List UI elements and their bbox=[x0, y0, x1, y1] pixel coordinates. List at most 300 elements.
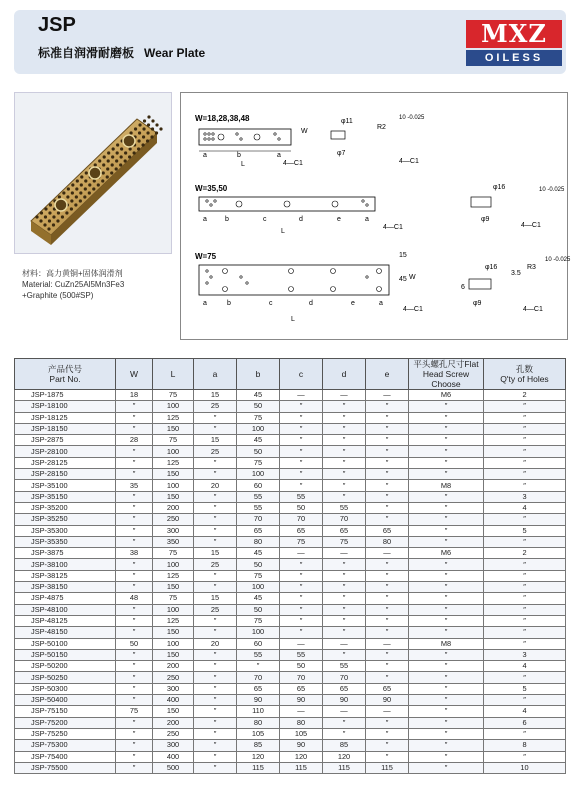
table-cell: 100 bbox=[237, 627, 280, 638]
table-cell: ″ bbox=[194, 751, 237, 762]
table-cell: ″ bbox=[116, 672, 153, 683]
graphite-plug bbox=[71, 183, 74, 186]
table-cell: 90 bbox=[323, 695, 366, 706]
graphite-plug bbox=[74, 203, 77, 206]
graphite-plug bbox=[97, 183, 100, 186]
dim-e-2: e bbox=[337, 216, 341, 223]
dia-9b: φ9 bbox=[473, 300, 482, 307]
table-cell: JSP-75200 bbox=[15, 717, 116, 728]
table-cell: 4 bbox=[484, 706, 566, 717]
table-cell: ″ bbox=[409, 706, 484, 717]
col-L: L bbox=[153, 359, 194, 390]
dim-a-2: a bbox=[203, 216, 207, 223]
table-cell: ″ bbox=[409, 683, 484, 694]
table-row bbox=[15, 401, 566, 412]
table-cell: 400 bbox=[153, 751, 194, 762]
technical-drawing bbox=[180, 92, 571, 340]
table-cell: 100 bbox=[153, 480, 194, 491]
table-cell: ″ bbox=[194, 661, 237, 672]
table-cell: JSP-50250 bbox=[15, 672, 116, 683]
table-cell: ″ bbox=[280, 627, 323, 638]
table-cell: 48 bbox=[116, 593, 153, 604]
table-cell: 50 bbox=[237, 401, 280, 412]
dim-b-3: b bbox=[227, 300, 231, 307]
table-cell: 2 bbox=[484, 548, 566, 559]
w-label-3: W=75 bbox=[195, 252, 217, 261]
table-cell: ″ bbox=[323, 457, 366, 468]
col-e: e bbox=[366, 359, 409, 390]
graphite-plug bbox=[76, 179, 79, 182]
table-cell: ″ bbox=[409, 695, 484, 706]
table-cell: 125 bbox=[153, 615, 194, 626]
table-cell: ″ bbox=[409, 514, 484, 525]
table-row bbox=[15, 649, 566, 660]
table-row bbox=[15, 627, 566, 638]
graphite-plug bbox=[106, 175, 109, 178]
table-cell: ″ bbox=[409, 502, 484, 513]
table-cell: ″ bbox=[409, 435, 484, 446]
table-cell: ″ bbox=[323, 582, 366, 593]
graphite-plug bbox=[43, 223, 46, 226]
table-cell: 80 bbox=[366, 536, 409, 547]
table-row bbox=[15, 706, 566, 717]
table-cell: ″ bbox=[409, 649, 484, 660]
graphite-plug bbox=[44, 207, 47, 210]
table-cell: 28 bbox=[116, 435, 153, 446]
table-cell: JSP-75250 bbox=[15, 728, 116, 739]
graphite-plug bbox=[150, 135, 153, 138]
table-cell: ″ bbox=[116, 491, 153, 502]
table-cell: 250 bbox=[153, 514, 194, 525]
table-cell: 65 bbox=[237, 683, 280, 694]
dim-b-2: b bbox=[225, 216, 229, 223]
subtitle-cn: 标准自润滑耐磨板 bbox=[38, 46, 135, 60]
table-cell: 65 bbox=[280, 525, 323, 536]
table-cell: ″ bbox=[280, 570, 323, 581]
dim-c-3: c bbox=[269, 300, 273, 307]
graphite-plug bbox=[79, 191, 82, 194]
table-cell: 15 bbox=[194, 390, 237, 401]
table-cell: ″ bbox=[484, 559, 566, 570]
table-cell: JSP-38125 bbox=[15, 570, 116, 581]
table-cell: JSP-75500 bbox=[15, 762, 116, 773]
graphite-plug bbox=[98, 159, 101, 162]
table-cell: 65 bbox=[237, 525, 280, 536]
table-cell: 105 bbox=[237, 728, 280, 739]
table-cell: 20 bbox=[194, 480, 237, 491]
table-cell: ″ bbox=[409, 570, 484, 581]
table-cell: ″ bbox=[366, 514, 409, 525]
table-cell: 70 bbox=[237, 672, 280, 683]
table-cell: 350 bbox=[153, 536, 194, 547]
dim-a-3: a bbox=[203, 300, 207, 307]
table-row bbox=[15, 469, 566, 480]
table-cell: ″ bbox=[409, 536, 484, 547]
table-cell: 100 bbox=[153, 446, 194, 457]
table-cell: 150 bbox=[153, 491, 194, 502]
table-cell: ″ bbox=[280, 559, 323, 570]
graphite-plug bbox=[70, 207, 73, 210]
table-row bbox=[15, 502, 566, 513]
graphite-plug bbox=[61, 215, 64, 218]
table-cell: 60 bbox=[237, 480, 280, 491]
graphite-plug bbox=[116, 151, 119, 154]
graphite-plug bbox=[159, 127, 162, 130]
table-cell: 55 bbox=[237, 491, 280, 502]
table-cell: 100 bbox=[237, 423, 280, 434]
table-cell: ″ bbox=[194, 615, 237, 626]
table-cell: ″ bbox=[366, 593, 409, 604]
r3-label: R3 bbox=[527, 264, 536, 271]
table-cell: ″ bbox=[280, 593, 323, 604]
table-cell: ″ bbox=[194, 582, 237, 593]
table-cell: 75 bbox=[323, 536, 366, 547]
chamfer-1r: 4—C1 bbox=[399, 158, 419, 165]
table-cell: ″ bbox=[116, 401, 153, 412]
graphite-plug bbox=[129, 147, 132, 150]
table-cell: ″ bbox=[116, 446, 153, 457]
table-cell: ″ bbox=[280, 615, 323, 626]
table-cell: 50 bbox=[116, 638, 153, 649]
graphite-plug bbox=[52, 215, 55, 218]
table-cell: ″ bbox=[237, 661, 280, 672]
col-holes: 孔数 Q'ty of Holes bbox=[484, 359, 566, 390]
table-cell: 300 bbox=[153, 740, 194, 751]
graphite-plug bbox=[49, 203, 52, 206]
table-row bbox=[15, 582, 566, 593]
table-cell: ″ bbox=[366, 469, 409, 480]
table-cell: — bbox=[323, 548, 366, 559]
table-cell: 15 bbox=[194, 548, 237, 559]
page-subtitle bbox=[38, 44, 205, 61]
table-cell: ″ bbox=[323, 446, 366, 457]
table-cell: 75 bbox=[237, 570, 280, 581]
table-cell: JSP-75150 bbox=[15, 706, 116, 717]
table-cell: 5 bbox=[484, 525, 566, 536]
table-cell: ″ bbox=[194, 536, 237, 547]
dim-a-2b: a bbox=[365, 216, 369, 223]
table-cell: M6 bbox=[409, 390, 484, 401]
graphite-plug bbox=[107, 151, 110, 154]
material-line-3: +Graphite (500#SP) bbox=[22, 291, 94, 300]
table-cell: 45 bbox=[237, 548, 280, 559]
graphite-plug bbox=[57, 211, 60, 214]
table-cell: JSP-28100 bbox=[15, 446, 116, 457]
table-cell: ″ bbox=[409, 593, 484, 604]
table-cell: 55 bbox=[323, 502, 366, 513]
table-cell: ″ bbox=[116, 695, 153, 706]
graphite-plug bbox=[85, 171, 88, 174]
dia-16: φ16 bbox=[493, 184, 506, 191]
col-c: c bbox=[280, 359, 323, 390]
graphite-plug bbox=[84, 179, 87, 182]
table-header-row bbox=[15, 359, 566, 390]
graphite-plug bbox=[138, 123, 141, 126]
r2-label: R2 bbox=[377, 124, 386, 131]
subtitle-en: Wear Plate bbox=[144, 46, 206, 60]
table-cell: ″ bbox=[484, 446, 566, 457]
graphite-plug bbox=[102, 163, 105, 166]
table-cell: ″ bbox=[409, 423, 484, 434]
table-cell: ″ bbox=[484, 435, 566, 446]
dim-a-1: a bbox=[203, 152, 207, 159]
table-cell: 70 bbox=[323, 672, 366, 683]
graphite-plug bbox=[75, 195, 78, 198]
table-cell: 55 bbox=[323, 661, 366, 672]
graphite-plug bbox=[80, 175, 83, 178]
table-cell: JSP-4875 bbox=[15, 593, 116, 604]
material-line-2: Material: CuZn25Al5Mn3Fe3 bbox=[22, 280, 125, 289]
table-cell: ″ bbox=[409, 525, 484, 536]
table-cell: 75 bbox=[153, 390, 194, 401]
table-cell: ″ bbox=[323, 491, 366, 502]
table-cell: 55 bbox=[237, 502, 280, 513]
table-cell: — bbox=[366, 548, 409, 559]
graphite-plug bbox=[48, 211, 51, 214]
graphite-plug bbox=[44, 215, 47, 218]
table-cell: ″ bbox=[323, 423, 366, 434]
table-cell: ″ bbox=[323, 570, 366, 581]
table-cell: JSP-18150 bbox=[15, 423, 116, 434]
table-cell: 300 bbox=[153, 525, 194, 536]
table-cell: ″ bbox=[484, 672, 566, 683]
table-cell: ″ bbox=[194, 740, 237, 751]
table-row bbox=[15, 717, 566, 728]
table-row bbox=[15, 457, 566, 468]
table-cell: ″ bbox=[116, 661, 153, 672]
chamfer-2r: 4—C1 bbox=[521, 222, 541, 229]
table-cell: 45 bbox=[237, 390, 280, 401]
table-cell: ″ bbox=[484, 751, 566, 762]
graphite-plug bbox=[120, 155, 123, 158]
table-cell: ″ bbox=[409, 672, 484, 683]
table-row bbox=[15, 638, 566, 649]
graphite-plug bbox=[155, 131, 158, 134]
table-cell: ″ bbox=[116, 627, 153, 638]
table-cell: 125 bbox=[153, 412, 194, 423]
table-cell: 75 bbox=[116, 706, 153, 717]
table-row bbox=[15, 525, 566, 536]
table-cell: 200 bbox=[153, 502, 194, 513]
table-cell: ″ bbox=[323, 401, 366, 412]
table-cell: 25 bbox=[194, 559, 237, 570]
table-row bbox=[15, 480, 566, 491]
table-cell: ″ bbox=[194, 762, 237, 773]
table-cell: 150 bbox=[153, 706, 194, 717]
table-row bbox=[15, 615, 566, 626]
table-cell: JSP-2875 bbox=[15, 435, 116, 446]
table-cell: 5 bbox=[484, 683, 566, 694]
graphite-plug bbox=[141, 143, 144, 146]
table-cell: 10 bbox=[484, 762, 566, 773]
table-cell: ″ bbox=[194, 491, 237, 502]
graphite-plug bbox=[52, 223, 55, 226]
table-row bbox=[15, 695, 566, 706]
graphite-plug bbox=[48, 219, 51, 222]
table-cell: ″ bbox=[409, 728, 484, 739]
graphite-plug bbox=[93, 179, 96, 182]
table-row bbox=[15, 740, 566, 751]
table-cell: 75 bbox=[237, 412, 280, 423]
table-cell: ″ bbox=[323, 412, 366, 423]
table-cell: ″ bbox=[484, 728, 566, 739]
table-cell: 35 bbox=[116, 480, 153, 491]
table-cell: 3 bbox=[484, 649, 566, 660]
dim-W-3: W bbox=[409, 274, 416, 281]
table-row bbox=[15, 683, 566, 694]
col-part-no: 产品代号 Part No. bbox=[15, 359, 116, 390]
plate-outline-1 bbox=[199, 129, 291, 145]
table-cell: JSP-48125 bbox=[15, 615, 116, 626]
graphite-plug bbox=[129, 131, 132, 134]
table-cell: ″ bbox=[194, 514, 237, 525]
table-cell: ″ bbox=[116, 615, 153, 626]
table-cell: ″ bbox=[409, 751, 484, 762]
product-photo bbox=[14, 92, 172, 254]
table-cell: ″ bbox=[280, 401, 323, 412]
table-cell: JSP-3875 bbox=[15, 548, 116, 559]
table-cell: JSP-50200 bbox=[15, 661, 116, 672]
table-cell: 75 bbox=[237, 457, 280, 468]
chamfer-2: 4—C1 bbox=[383, 224, 403, 231]
dim-W-1: W bbox=[301, 128, 308, 135]
dim-a-1b: a bbox=[277, 152, 281, 159]
col-screw: 平头螺孔尺寸Flat Head Screw Choose bbox=[409, 359, 484, 390]
table-cell: JSP-50300 bbox=[15, 683, 116, 694]
table-cell: ″ bbox=[116, 525, 153, 536]
table-cell: ″ bbox=[116, 457, 153, 468]
table-cell: ″ bbox=[409, 661, 484, 672]
table-cell: 100 bbox=[153, 559, 194, 570]
table-cell: ″ bbox=[280, 435, 323, 446]
table-cell: ″ bbox=[366, 751, 409, 762]
table-cell: JSP-35250 bbox=[15, 514, 116, 525]
table-cell: ″ bbox=[366, 480, 409, 491]
plate-outline-3 bbox=[199, 265, 389, 295]
table-row bbox=[15, 672, 566, 683]
chamfer-3r: 4—C1 bbox=[523, 306, 543, 313]
table-cell: 50 bbox=[237, 559, 280, 570]
table-cell: 4 bbox=[484, 502, 566, 513]
graphite-plug bbox=[147, 115, 150, 118]
graphite-plug bbox=[39, 219, 42, 222]
table-cell: 110 bbox=[237, 706, 280, 717]
table-cell: ″ bbox=[366, 649, 409, 660]
table-cell: JSP-48150 bbox=[15, 627, 116, 638]
table-cell: 65 bbox=[366, 525, 409, 536]
table-cell: 250 bbox=[153, 728, 194, 739]
table-cell: ″ bbox=[409, 615, 484, 626]
graphite-plug bbox=[133, 151, 136, 154]
dia-9: φ9 bbox=[481, 216, 490, 223]
table-cell: JSP-28125 bbox=[15, 457, 116, 468]
table-cell: 400 bbox=[153, 695, 194, 706]
table-cell: 150 bbox=[153, 627, 194, 638]
table-cell: ″ bbox=[366, 423, 409, 434]
graphite-plug bbox=[84, 187, 87, 190]
table-cell: ″ bbox=[116, 728, 153, 739]
table-cell: ″ bbox=[194, 649, 237, 660]
graphite-plug bbox=[146, 131, 149, 134]
table-cell: — bbox=[366, 706, 409, 717]
dia-7: φ7 bbox=[337, 150, 346, 157]
table-cell: ″ bbox=[194, 469, 237, 480]
table-cell: — bbox=[280, 390, 323, 401]
table-cell: ″ bbox=[116, 559, 153, 570]
table-cell: ″ bbox=[116, 604, 153, 615]
table-cell: ″ bbox=[366, 672, 409, 683]
graphite-plug bbox=[151, 119, 154, 122]
table-cell: ″ bbox=[280, 469, 323, 480]
table-cell: ″ bbox=[194, 695, 237, 706]
table-row bbox=[15, 728, 566, 739]
table-cell: 75 bbox=[280, 536, 323, 547]
table-cell: ″ bbox=[323, 728, 366, 739]
graphite-plug bbox=[147, 123, 150, 126]
logo-top: MXZ bbox=[466, 20, 562, 48]
h6-label: 6 bbox=[461, 284, 465, 291]
table-cell: ″ bbox=[116, 582, 153, 593]
table-cell: ″ bbox=[194, 672, 237, 683]
table-cell: M8 bbox=[409, 480, 484, 491]
table-cell: — bbox=[323, 706, 366, 717]
table-cell: ″ bbox=[323, 480, 366, 491]
table-cell: JSP-35100 bbox=[15, 480, 116, 491]
graphite-plug bbox=[70, 199, 73, 202]
table-cell: ″ bbox=[116, 469, 153, 480]
table-cell: ″ bbox=[484, 412, 566, 423]
graphite-plug bbox=[124, 159, 127, 162]
table-row bbox=[15, 593, 566, 604]
dim-L-2: L bbox=[281, 228, 285, 235]
table-cell: ″ bbox=[194, 627, 237, 638]
table-cell: 150 bbox=[153, 469, 194, 480]
graphite-plug bbox=[119, 163, 122, 166]
tol-2: 10 -0.025 bbox=[539, 187, 565, 193]
table-cell: ″ bbox=[484, 593, 566, 604]
table-cell: JSP-50150 bbox=[15, 649, 116, 660]
table-cell: JSP-48100 bbox=[15, 604, 116, 615]
graphite-plug bbox=[35, 215, 38, 218]
h15-label: 15 bbox=[399, 252, 407, 259]
table-cell: — bbox=[323, 638, 366, 649]
graphite-plug bbox=[115, 159, 118, 162]
table-row bbox=[15, 570, 566, 581]
table-cell: JSP-75400 bbox=[15, 751, 116, 762]
dim-L-3: L bbox=[291, 316, 295, 323]
graphite-plug bbox=[88, 191, 91, 194]
table-cell: 50 bbox=[237, 446, 280, 457]
graphite-plug bbox=[143, 119, 146, 122]
graphite-plug bbox=[128, 155, 131, 158]
graphite-plug bbox=[138, 131, 141, 134]
table-cell: 70 bbox=[323, 514, 366, 525]
graphite-plug bbox=[155, 123, 158, 126]
table-cell: ″ bbox=[409, 457, 484, 468]
graphite-plug bbox=[110, 171, 113, 174]
table-cell: JSP-35200 bbox=[15, 502, 116, 513]
table-cell: ″ bbox=[366, 627, 409, 638]
graphite-plug bbox=[47, 227, 50, 230]
graphite-plug bbox=[65, 211, 68, 214]
table-cell: ″ bbox=[194, 502, 237, 513]
table-cell: 3 bbox=[484, 491, 566, 502]
table-cell: JSP-1875 bbox=[15, 390, 116, 401]
w-label-2: W=35,50 bbox=[195, 184, 228, 193]
table-cell: ″ bbox=[409, 604, 484, 615]
brand-logo bbox=[466, 20, 562, 70]
table-cell: 80 bbox=[237, 717, 280, 728]
